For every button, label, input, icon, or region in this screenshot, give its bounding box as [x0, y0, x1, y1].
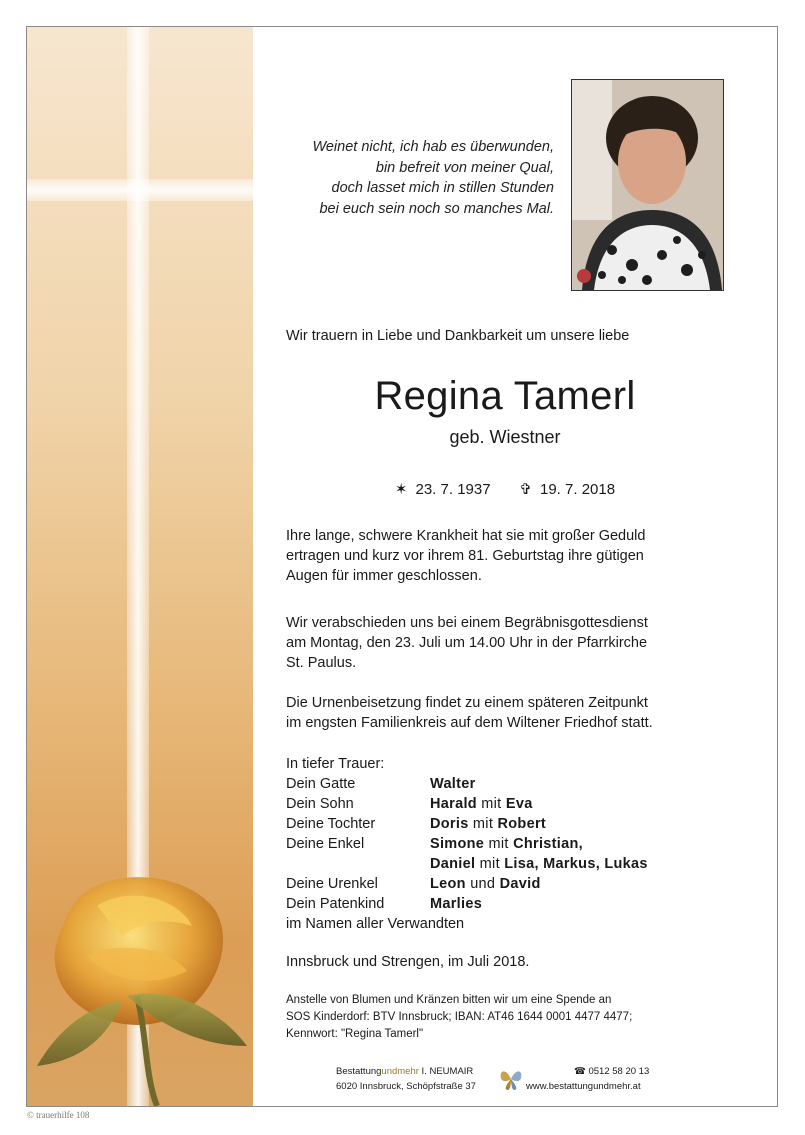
deceased-name: Regina Tamerl — [374, 374, 636, 418]
phone-icon: ☎ — [574, 1066, 586, 1077]
birth-date: 23. 7. 1937 — [415, 481, 491, 498]
donation-line: Anstelle von Blumen und Kränzen bitten wir um eine Spende an — [286, 994, 612, 1006]
copyright-note: © trauerhilfe 108 — [27, 1110, 90, 1120]
donation-note — [286, 992, 632, 1043]
decorative-sidebar — [27, 27, 253, 1106]
list-item — [286, 794, 648, 814]
funeral-home-name-part: undmehr — [381, 1066, 419, 1077]
paragraph-service — [286, 613, 724, 673]
funeral-home-address: 6020 Innsbruck, Schöpfstraße 37 — [336, 1081, 476, 1092]
list-item — [286, 834, 648, 854]
poem-line: bei euch sein noch so manches Mal. — [319, 200, 554, 217]
relation: Dein Sohn — [286, 796, 354, 812]
mourner-name: Leon — [430, 876, 466, 892]
donation-line: SOS Kinderdorf: BTV Innsbruck; IBAN: AT46 1644 0001 4477 4477; — [286, 1011, 633, 1023]
list-item — [286, 854, 648, 874]
mourner-name: Daniel — [430, 856, 476, 872]
mourner-name: Doris — [430, 816, 469, 832]
paragraph-line: Ihre lange, schwere Krankheit hat sie mit großer Geduld — [286, 528, 646, 544]
portrait-photo — [571, 79, 724, 291]
mourner-name: Harald — [430, 796, 477, 812]
poem-line: bin befreit von meiner Qual, — [375, 159, 554, 176]
list-item — [286, 814, 648, 834]
paragraph-line: Die Urnenbeisetzung findet zu einem späteren Zeitpunkt — [286, 695, 648, 711]
poem-line: doch lasset mich in stillen Stunden — [331, 180, 554, 196]
birth-name: geb. Wiestner — [449, 427, 561, 447]
relation — [286, 854, 430, 874]
phone-number: 0512 58 20 13 — [588, 1066, 650, 1077]
death-date: 19. 7. 2018 — [540, 481, 616, 498]
join-word: mit — [481, 796, 502, 812]
mourner-name: Eva — [505, 796, 533, 812]
join-word: mit — [472, 816, 494, 832]
funeral-home-name-part: Bestattung — [336, 1066, 382, 1077]
list-item — [286, 874, 648, 894]
poem — [258, 137, 554, 219]
join-word: und — [470, 876, 496, 892]
mourners-closing: im Namen aller Verwandten — [286, 916, 465, 932]
mourner-name: Marlies — [430, 896, 483, 912]
relation: Deine Tochter — [286, 816, 376, 832]
mourners-heading: In tiefer Trauer: — [286, 756, 385, 772]
list-item — [286, 774, 648, 794]
birth-star-icon: ✶ — [394, 481, 408, 498]
mourner-name: Walter — [430, 776, 476, 792]
mourner-name: Christian, — [513, 836, 583, 852]
poem-line: Weinet nicht, ich hab es überwunden, — [312, 139, 554, 155]
mourner-name: Simone — [430, 836, 485, 852]
paragraph-line: am Montag, den 23. Juli um 14.00 Uhr in der Pfarrkirche — [286, 635, 648, 651]
intro-text: Wir trauern in Liebe und Dankbarkeit um unsere liebe — [286, 328, 630, 344]
portrait-image — [572, 80, 723, 290]
mourner-name: Robert — [497, 816, 547, 832]
funeral-home-website: www.bestattungundmehr.at — [526, 1081, 641, 1092]
list-item — [286, 894, 648, 914]
relation: Dein Patenkind — [286, 896, 385, 912]
paragraph-illness — [286, 526, 724, 586]
relation: Deine Enkel — [286, 836, 365, 852]
mourners-list — [286, 754, 648, 934]
place-date: Innsbruck und Strengen, im Juli 2018. — [286, 954, 530, 970]
paragraph-line: ertragen und kurz vor ihrem 81. Geburtstag ihre gütigen — [286, 548, 644, 564]
death-cross-icon: ✞ — [519, 481, 532, 498]
paragraph-line: Augen für immer geschlossen. — [286, 568, 482, 584]
paragraph-line: Wir verabschieden uns bei einem Begräbnisgottesdienst — [286, 615, 648, 631]
funeral-home-phone — [574, 1066, 649, 1077]
paragraph-line: im engsten Familienkreis auf dem Wiltener Friedhof statt. — [286, 715, 653, 731]
paragraph-burial — [286, 693, 724, 733]
butterfly-icon — [498, 1066, 524, 1092]
mourner-name: Lisa, Markus, Lukas — [504, 856, 648, 872]
rose-icon — [27, 846, 253, 1106]
funeral-home-footer — [336, 1066, 662, 1096]
join-word: mit — [488, 836, 509, 852]
join-word: mit — [479, 856, 500, 872]
cross-horizontal-beam — [27, 179, 253, 201]
relation: Dein Gatte — [286, 776, 356, 792]
mourner-name: David — [499, 876, 541, 892]
funeral-home-name-part: I. NEUMAIR — [418, 1066, 474, 1077]
donation-line: Kennwort: "Regina Tamerl" — [286, 1028, 424, 1040]
paragraph-line: St. Paulus. — [286, 655, 357, 671]
relation: Deine Urenkel — [286, 876, 378, 892]
life-dates — [255, 480, 755, 498]
funeral-home-name — [336, 1066, 473, 1077]
